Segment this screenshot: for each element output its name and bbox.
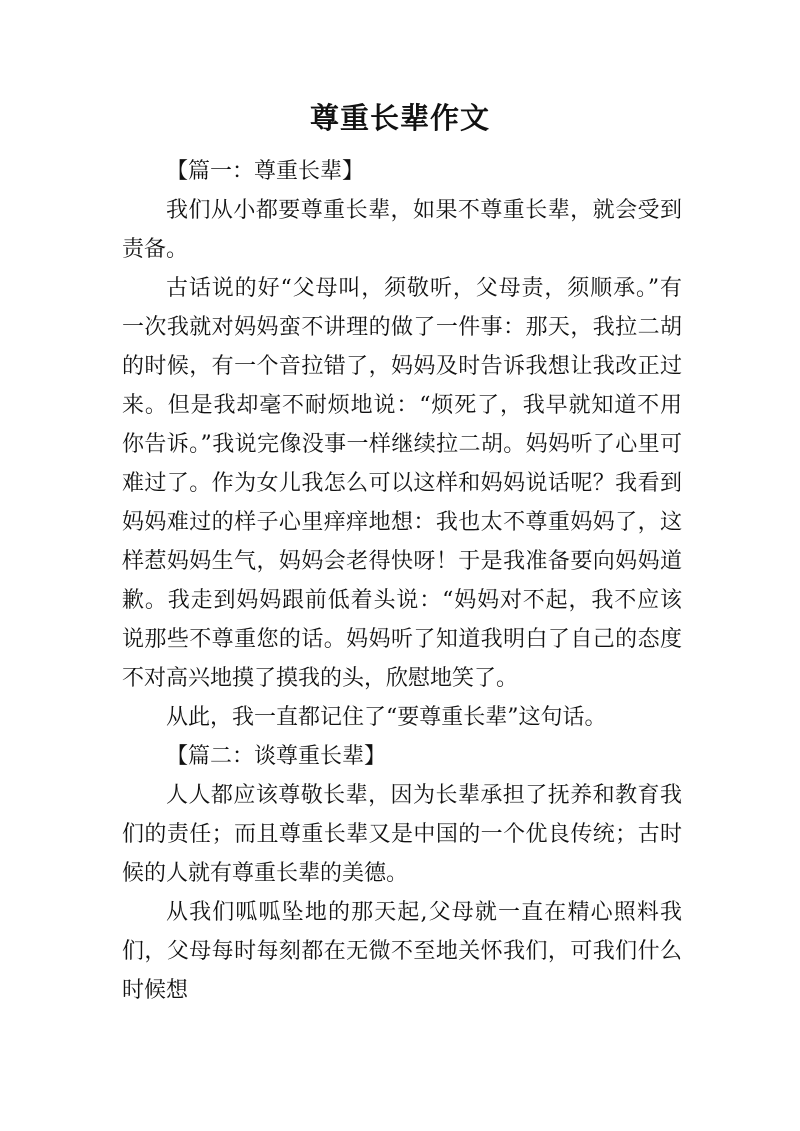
section-heading: 【篇二：谈尊重长辈】 bbox=[166, 744, 387, 769]
section-heading: 【篇一：尊重长辈】 bbox=[166, 159, 365, 184]
paragraph: 人人都应该尊敬长辈，因为长辈承担了抚养和教育我们的责任；而且尊重长辈又是中国的一个优良传统；古时候的人就有尊重长辈的美德。 bbox=[122, 783, 682, 886]
paragraph: 从此，我一直都记住了“要尊重长辈”这句话。 bbox=[166, 705, 607, 730]
paragraph: 我们从小都要尊重长辈，如果不尊重长辈，就会受到责备。 bbox=[122, 198, 682, 262]
document-body bbox=[122, 152, 682, 1010]
document-title: 尊重长辈作文 bbox=[309, 101, 490, 135]
paragraph: 古话说的好“父母叫，须敬听，父母责，须顺承。”有一次我就对妈妈蛮不讲理的做了一件事：那天，我拉二胡的时候，有一个音拉错了，妈妈及时告诉我想让我改正过来。但是我却毫不耐烦地说：“烦死了，我早就知道不用你告诉。”我说完像没事一样继续拉二胡。妈妈听了心里可难过了。作为女儿我怎么可以这样和妈妈说话呢？我看到妈妈难过的样子心里痒痒地想：我也太不尊重妈妈了，这样惹妈妈生气，妈妈会老得快呀！于是我准备要向妈妈道歉。我走到妈妈跟前低着头说：“妈妈对不起，我不应该说那些不尊重您的话。妈妈听了知道我明白了自己的态度不对高兴地摸了摸我的头，欣慰地笑了。 bbox=[122, 276, 682, 691]
paragraph: 从我们呱呱坠地的那天起,父母就一直在精心照料我们，父母每时每刻都在无微不至地关怀我们，可我们什么时候想 bbox=[122, 900, 682, 1003]
